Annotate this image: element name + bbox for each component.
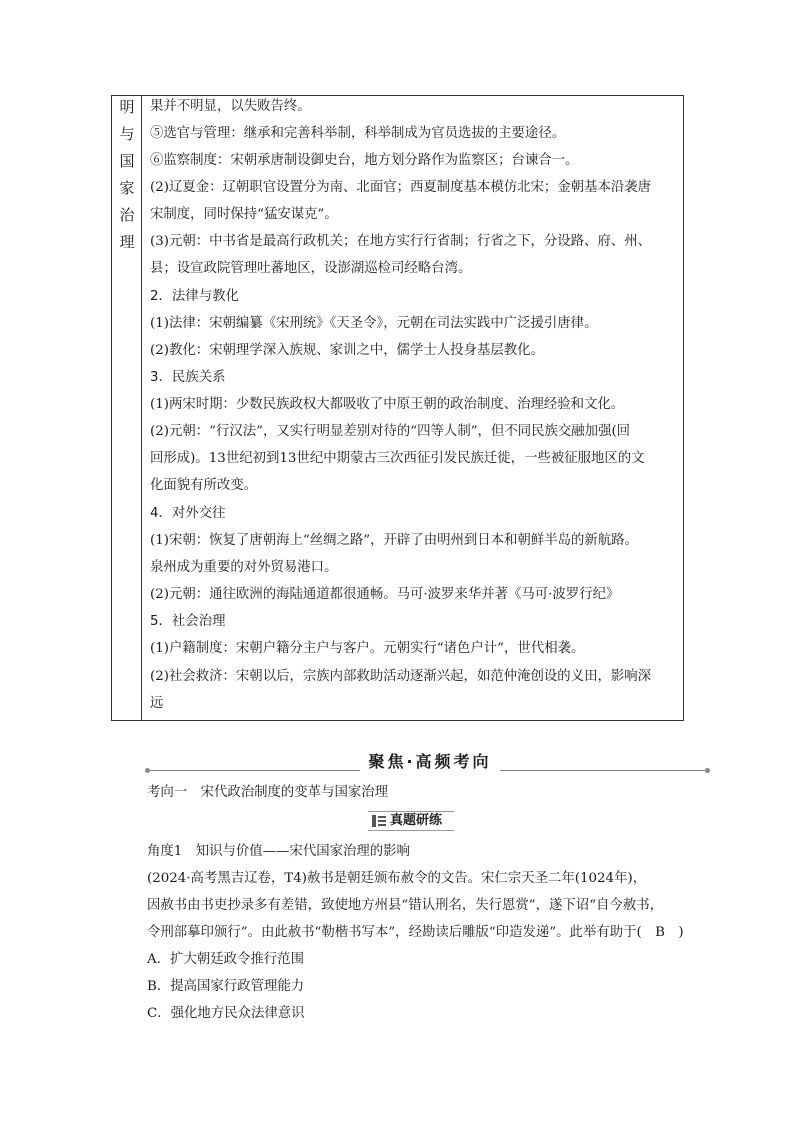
content-line: (1)法律：宋朝编纂《宋刑统》《天圣令》，元朝在司法实践中广泛援引唐律。 <box>150 316 598 331</box>
question-line: (2024·高考黑吉辽卷，T4)赦书是朝廷颁布赦令的文告。宋仁宗天圣二年(1024年)， <box>147 871 647 886</box>
side-label-char: 家 <box>119 179 135 197</box>
content-line: 回形成)。13世纪初到13世纪中期蒙古三次西征引发民族迁徙，一些被征服地区的文 <box>150 451 645 466</box>
content-line: (2)元朝：通往欧洲的海陆通道都很通畅。马可·波罗来华并著《马可·波罗行纪》 <box>150 587 620 602</box>
table-side-label <box>112 96 142 720</box>
content-line: 远 <box>150 696 164 711</box>
banner-label: 真题研练 <box>390 813 443 828</box>
direction-heading: 考向一 宋代政治制度的变革与国家治理 <box>147 785 389 800</box>
option-c: C．强化地方民众法律意识 <box>147 1006 305 1021</box>
divider-dot <box>705 768 710 773</box>
content-line: (1)户籍制度：宋朝户籍分主户与客户。元朝实行“诸色户计”，世代相袭。 <box>150 641 585 656</box>
list-icon <box>372 815 386 827</box>
content-line: 宋制度，同时保持“猛安谋克”。 <box>150 207 338 222</box>
content-line: (1)宋朝：恢复了唐朝海上“丝绸之路”，开辟了由明州到日本和朝鲜半岛的新航路。 <box>150 533 638 548</box>
content-line: (3)元朝：中书省是最高行政机关；在地方实行行省制；行省之下，分设路、府、州、 <box>150 234 652 249</box>
side-label-char: 理 <box>119 233 135 251</box>
content-line: 泉州成为重要的对外贸易港口。 <box>150 560 338 575</box>
divider-dot <box>145 768 150 773</box>
content-heading: 5．社会治理 <box>150 614 226 629</box>
content-line: ⑤选官与管理：继承和完善科举制，科举制成为官员选拔的主要途径。 <box>150 126 566 141</box>
content-line: 化面貌有所改变。 <box>150 478 258 493</box>
question-line: 因赦书由书吏抄录多有差错，致使地方州县“错认刑名，失行恩赏”，遂下诏“自今赦书， <box>147 898 663 913</box>
content-line: (2)元朝：“行汉法”，又实行明显差别对待的“四等人制”，但不同民族交融加强(回 <box>150 424 631 439</box>
practice-banner <box>368 811 454 831</box>
side-label-char: 国 <box>119 152 135 170</box>
question-line: 令刑部摹印颁行”。由此赦书“勒楷书写本”，经勘读后雕版“印造发递”。此举有助于( B ) <box>147 925 684 940</box>
divider-left <box>147 770 360 771</box>
content-heading: 2．法律与教化 <box>150 289 239 304</box>
angle-heading: 角度1 知识与价值——宋代国家治理的影响 <box>147 844 410 859</box>
content-heading: 3．民族关系 <box>150 370 226 385</box>
side-label-char: 治 <box>119 206 135 224</box>
side-label-char: 与 <box>119 125 135 143</box>
content-line: 果并不明显，以失败告终。 <box>150 99 311 114</box>
content-line: 县；设宣政院管理吐蕃地区，设澎湖巡检司经略台湾。 <box>150 261 472 276</box>
section-title: 聚焦·高频考向 <box>368 752 492 771</box>
content-line: (2)教化：宋朝理学深入族规、家训之中，儒学士人投身基层教化。 <box>150 343 544 358</box>
content-line: (2)辽夏金：辽朝职官设置分为南、北面官；西夏制度基本模仿北宋；金朝基本沿袭唐 <box>150 180 652 195</box>
option-b: B．提高国家行政管理能力 <box>147 979 305 994</box>
summary-table <box>111 95 684 721</box>
divider-right <box>500 770 708 771</box>
content-line: (2)社会救济：宋朝以后，宗族内部救助活动逐渐兴起，如范仲淹创设的义田，影响深 <box>150 669 652 684</box>
option-a: A．扩大朝廷政令推行范围 <box>147 952 304 967</box>
content-heading: 4．对外交往 <box>150 506 226 521</box>
side-label-char: 明 <box>119 98 135 116</box>
content-line: ⑥监察制度：宋朝承唐制设御史台，地方划分路作为监察区；台谏合一。 <box>150 153 579 168</box>
content-line: (1)两宋时期：少数民族政权大都吸收了中原王朝的政治制度、治理经验和文化。 <box>150 397 625 412</box>
